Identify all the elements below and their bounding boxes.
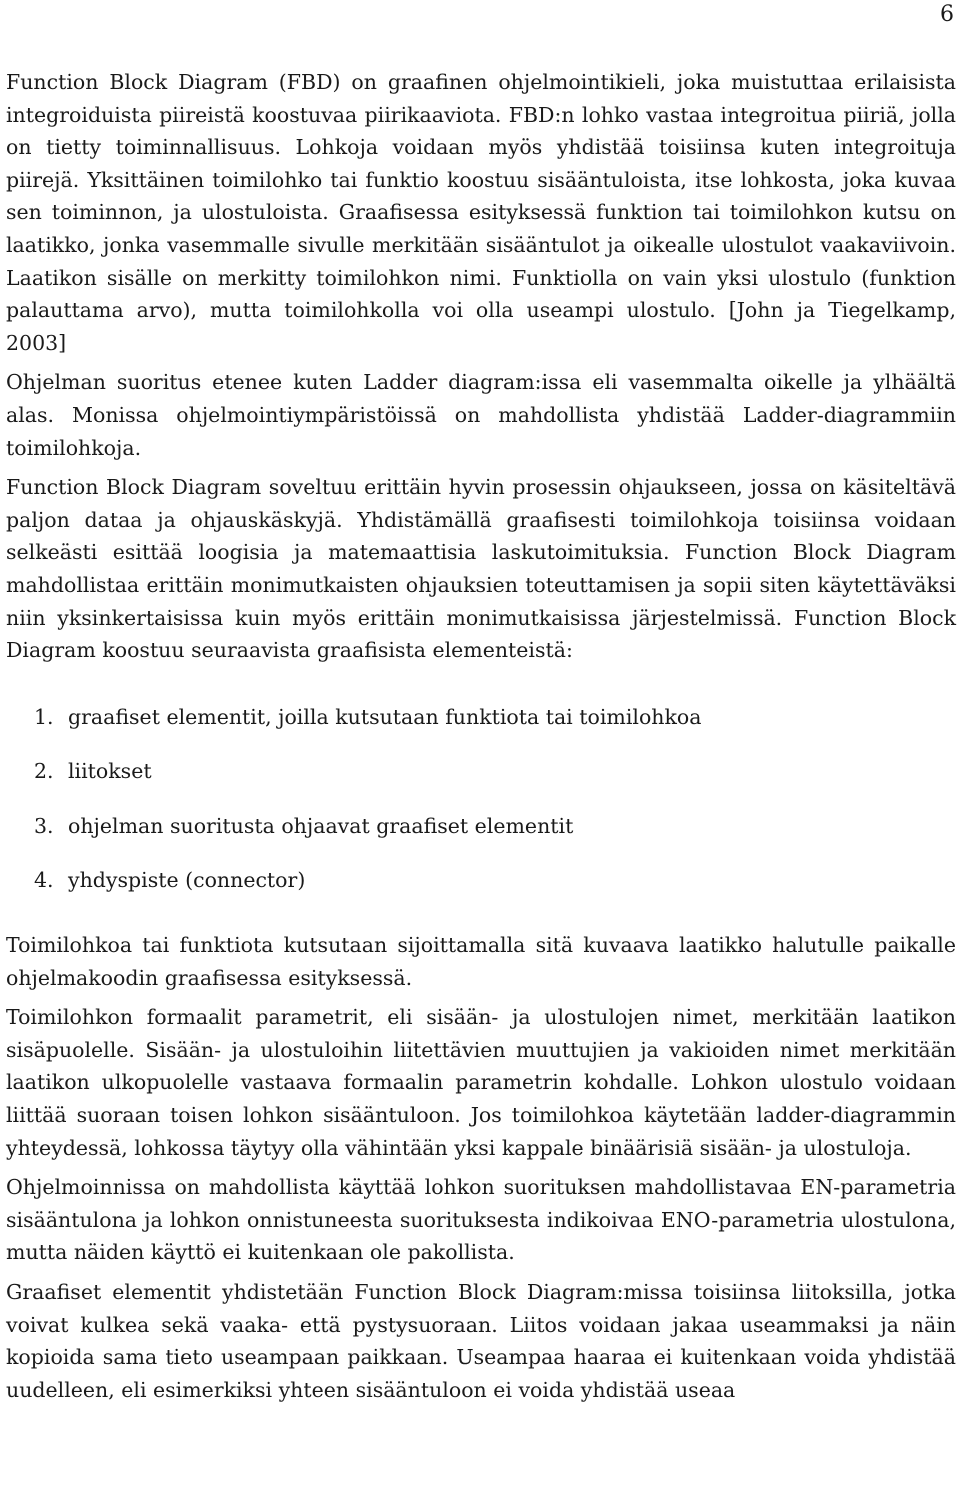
graphical-elements-list <box>6 701 956 897</box>
list-item-number: 3. <box>34 813 54 838</box>
list-item-number: 2. <box>34 759 54 784</box>
paragraph-execution-order: Ohjelman suoritus etenee kuten Ladder diagram:issa eli vasemmalta oikelle ja ylhäältä alas. Monissa ohjelmointiympäristöissä on mahdollista yhdistää Ladder-diagrammiin toimilohkoja. <box>6 370 956 460</box>
paragraph-connections: Graafiset elementit yhdistetään Function Block Diagram:missa toisiinsa liitoksilla, jotka voivat kulkea sekä vaaka- että pystysuoraan. Liitos voidaan jakaa useammaksi ja näin kopioida sama tieto useampaan paikkaan. Useampaa haaraa ei kuitenkaan voida yhdistää uudelleen, eli esimerkiksi yhteen sisääntuloon ei voida yhdistää useaa <box>6 1280 956 1402</box>
list-item <box>6 701 956 734</box>
page-number: 6 <box>940 2 954 27</box>
list-item-text: liitokset <box>68 759 152 784</box>
paragraph-en-eno: Ohjelmoinnissa on mahdollista käyttää lohkon suorituksen mahdollistavaa EN-parametria sisääntulona ja lohkon onnistuneesta suorituksesta indikoivaa ENO-parametria ulostulona, mutta näiden käyttö ei kuitenkaan ole pakollista. <box>6 1175 956 1265</box>
paragraph-formal-parameters: Toimilohkon formaalit parametrit, eli sisään- ja ulostulojen nimet, merkitään laatikon sisäpuolelle. Sisään- ja ulostuloihin liitettävien muuttujien ja vakioiden nimet merkitään laatikon ulkopuolelle vastaava formaalin parametrin kohdalle. Lohkon ulostulo voidaan liittää suoraan toisen lohkon sisääntuloon. Jos toimilohkoa käytetään ladder-diagrammin yhteydessä, lohkossa täytyy olla vähintään yksi kappale binäärisiä sisään- ja ulostuloja. <box>6 1005 956 1160</box>
paragraph-fbd-intro: Function Block Diagram (FBD) on graafinen ohjelmointikieli, joka muistuttaa erilaisista integroiduista piireistä koostuvaa piirikaaviota. FBD:n lohko vastaa integroitua piiriä, jolla on tietty toiminnallisuus. Lohkoja voidaan myös yhdistää toisiinsa kuten integroituja piirejä. Yksittäinen toimilohko tai funktio koostuu sisääntuloista, itse lohkosta, joka kuvaa sen toiminnon, ja ulostuloista. Graafisessa esityksessä funktion tai toimilohkon kutsu on laatikko, jonka vasemmalle sivulle merkitään sisääntulot ja oikealle ulostulot vaakaviivoin. Laatikon sisälle on merkitty toimilohkon nimi. Funktiolla on vain yksi ulostulo (funktion palauttama arvo), mutta toimilohkolla voi olla useampi ulostulo. [John ja Tiegelkamp, 2003] <box>6 70 956 355</box>
list-item <box>6 864 956 897</box>
list-item-number: 1. <box>34 704 54 729</box>
list-item-text: ohjelman suoritusta ohjaavat graafiset elementit <box>68 813 574 838</box>
document-body <box>6 66 956 1406</box>
paragraph-calling-blocks: Toimilohkoa tai funktiota kutsutaan sijoittamalla sitä kuvaava laatikko halutulle paikalle ohjelmakoodin graafisessa esityksessä. <box>6 933 956 990</box>
list-item <box>6 755 956 788</box>
list-item-number: 4. <box>34 868 54 893</box>
paragraph-fbd-usage: Function Block Diagram soveltuu erittäin hyvin prosessin ohjaukseen, jossa on käsiteltävä paljon dataa ja ohjauskäskyjä. Yhdistämällä graafisesti toimilohkoja toisiinsa voidaan selkeästi esittää loogisia ja matemaattisia laskutoimituksia. Function Block Diagram mahdollistaa erittäin monimutkaisten ohjauksien toteuttamisen ja sopii siten käytettäväksi niin yksinkertaisissa kuin myös erittäin monimutkaisissa järjestelmissä. Function Block Diagram koostuu seuraavista graafisista elementeistä: <box>6 475 956 663</box>
list-item-text: graafiset elementit, joilla kutsutaan funktiota tai toimilohkoa <box>68 704 702 729</box>
list-item <box>6 810 956 843</box>
list-item-text: yhdyspiste (connector) <box>68 868 306 893</box>
